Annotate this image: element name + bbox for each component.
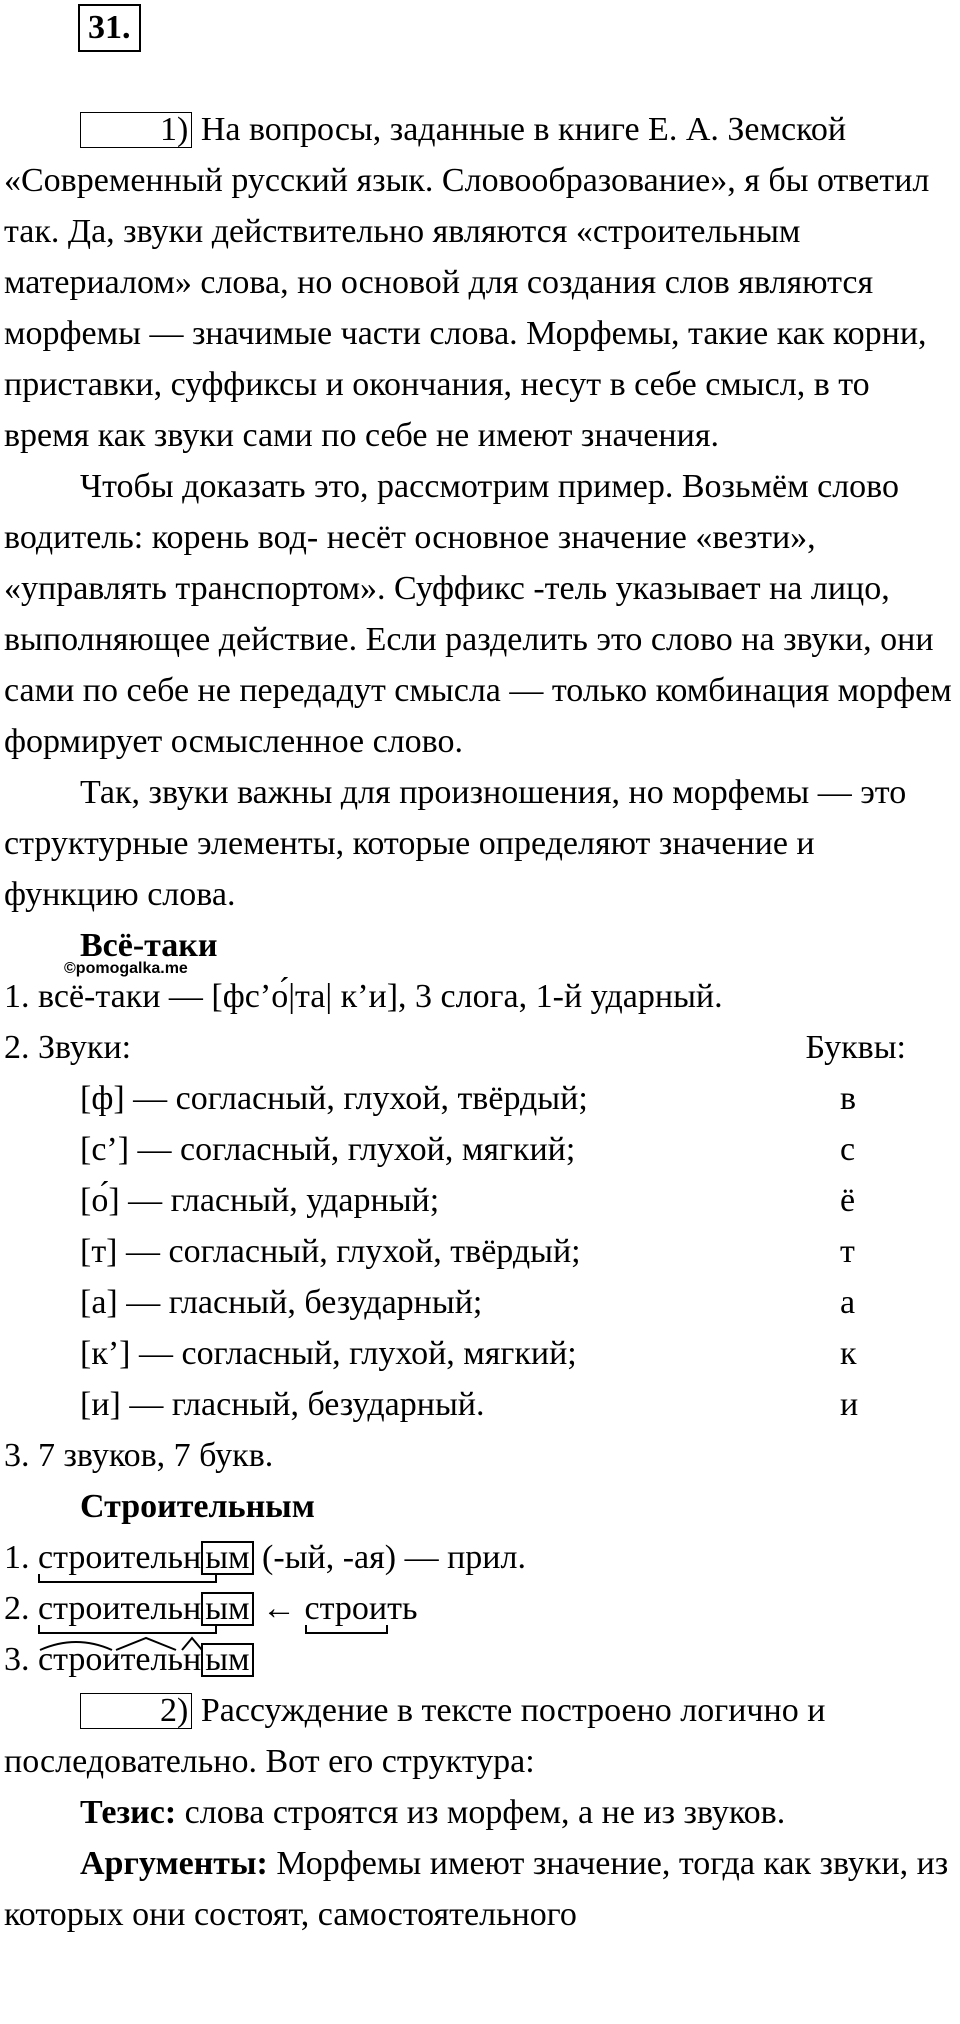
sound-row <box>4 1124 956 1175</box>
letters-label: Буквы: <box>805 1029 906 1066</box>
root-text: строи <box>38 1641 121 1678</box>
derived-word-stem: строительн <box>38 1590 202 1627</box>
paragraph-4-number: 2) <box>80 1693 192 1729</box>
word2-heading <box>4 1481 956 1532</box>
paragraph-4 <box>4 1685 956 1787</box>
paragraph-2: Чтобы доказать это, рассмотрим пример. Возьмём слово водитель: корень вод- несёт основное значение «везти», «управлять транспортом». Суффикс -тель указывает на лицо, выполняющее действие. Если разделить это слово на звуки, они сами по себе не передадут смысла — только комбинация морфем формирует осмысленное слово. <box>4 468 952 760</box>
derivation-arrow: ← <box>253 1590 305 1627</box>
paragraph-1 <box>4 104 956 461</box>
arguments <box>4 1838 956 1940</box>
letter: к <box>840 1335 857 1372</box>
letter: а <box>840 1284 856 1321</box>
derived-ending-box: ым <box>201 1592 253 1626</box>
morph-line-3 <box>4 1634 956 1685</box>
sound-row <box>4 1328 956 1379</box>
suffix-caret-2-icon <box>180 1636 204 1652</box>
sound-description: [и] — гласный, безударный. <box>80 1386 485 1423</box>
sound-row <box>4 1277 956 1328</box>
paragraph-4-text: Рассуждение в тексте построено логично и последовательно. Вот его структура: <box>4 1692 826 1780</box>
thesis-text: слова строятся из морфем, а не из звуков. <box>176 1794 786 1831</box>
base-word-suffix: ть <box>387 1590 418 1627</box>
base-word-stem: строи <box>304 1590 388 1627</box>
derived-word <box>38 1583 201 1634</box>
morphemic-word <box>38 1634 201 1685</box>
arguments-label: Аргументы: <box>80 1845 268 1882</box>
sound-description: [т] — согласный, глухой, твёрдый; <box>80 1233 581 1270</box>
sound-description: [а] — гласный, безударный; <box>80 1284 483 1321</box>
word1-transcription: 1. всё-таки — [фс’о́|та| к’и], 3 слога, 1-й ударный. <box>4 978 723 1015</box>
sound-rows <box>4 1073 956 1430</box>
letter: ё <box>840 1182 856 1219</box>
task-number: 31. <box>78 4 141 52</box>
morph-line-3-number: 3. <box>4 1641 30 1678</box>
paragraph-1-number: 1) <box>80 112 192 148</box>
morph-line-1-number: 1. <box>4 1539 30 1576</box>
thesis <box>4 1787 956 1838</box>
base-word <box>305 1583 388 1634</box>
paragraph-1-text: На вопросы, заданные в книге Е. А. Земской «Современный русский язык. Словообразование», я бы ответил так. Да, звуки действительно являются «строительным материалом» слова, но основой для создания слов являются морфемы — значимые части слова. Морфемы, такие как корни, приставки, суффиксы и окончания, несут в себе смысл, в то время как звуки сами по себе не имеют значения. <box>4 111 930 454</box>
morph-line-1 <box>4 1532 956 1583</box>
letter: в <box>840 1080 857 1117</box>
sound-row <box>4 1175 956 1226</box>
sound-description: [с’] — согласный, глухой, мягкий; <box>80 1131 576 1168</box>
sounds-label: 2. Звуки: <box>4 1029 132 1066</box>
thesis-label: Тезис: <box>80 1794 177 1831</box>
sound-description: [о́] — гласный, ударный; <box>80 1182 440 1219</box>
base-stem-bracket-icon <box>305 1623 389 1637</box>
morph-line-1-tail: (-ый, -ая) — прил. <box>253 1539 526 1576</box>
paragraph-3: Так, звуки важны для произношения, но морфемы — это структурные элементы, которые определяют значение и функцию слова. <box>4 774 907 913</box>
morph-line-2 <box>4 1583 956 1634</box>
stem-text: строительн <box>38 1539 202 1576</box>
letter: и <box>840 1386 859 1423</box>
suffix-caret-1-icon <box>114 1636 178 1652</box>
sound-row <box>4 1073 956 1124</box>
stem-mark <box>38 1532 201 1583</box>
answer-text <box>4 104 956 1940</box>
sound-row <box>4 1379 956 1430</box>
suffix-1-text: тель <box>120 1641 183 1678</box>
arguments-text: Морфемы имеют значение, тогда как звуки, из которых они состоят, самостоятельного <box>4 1845 949 1933</box>
sound-description: [ф] — согласный, глухой, твёрдый; <box>80 1080 588 1117</box>
ending-box: ым <box>201 1541 253 1575</box>
morph-line-2-number: 2. <box>4 1590 30 1627</box>
word1-title: Всё-таки <box>80 927 218 964</box>
word1-heading <box>4 920 956 977</box>
root-arc-icon <box>38 1636 114 1652</box>
sounds-header <box>4 1022 956 1073</box>
letter: т <box>840 1233 855 1270</box>
suffix-2-text: н <box>182 1641 202 1678</box>
morphemic-ending-box: ым <box>201 1643 253 1677</box>
word1-summary: 3. 7 звуков, 7 букв. <box>4 1437 274 1474</box>
word2-title: Строительным <box>80 1488 315 1525</box>
sound-description: [к’] — согласный, глухой, мягкий; <box>80 1335 577 1372</box>
watermark: ©pomogalka.me <box>64 960 188 977</box>
letter: с <box>840 1131 856 1168</box>
sound-row <box>4 1226 956 1277</box>
